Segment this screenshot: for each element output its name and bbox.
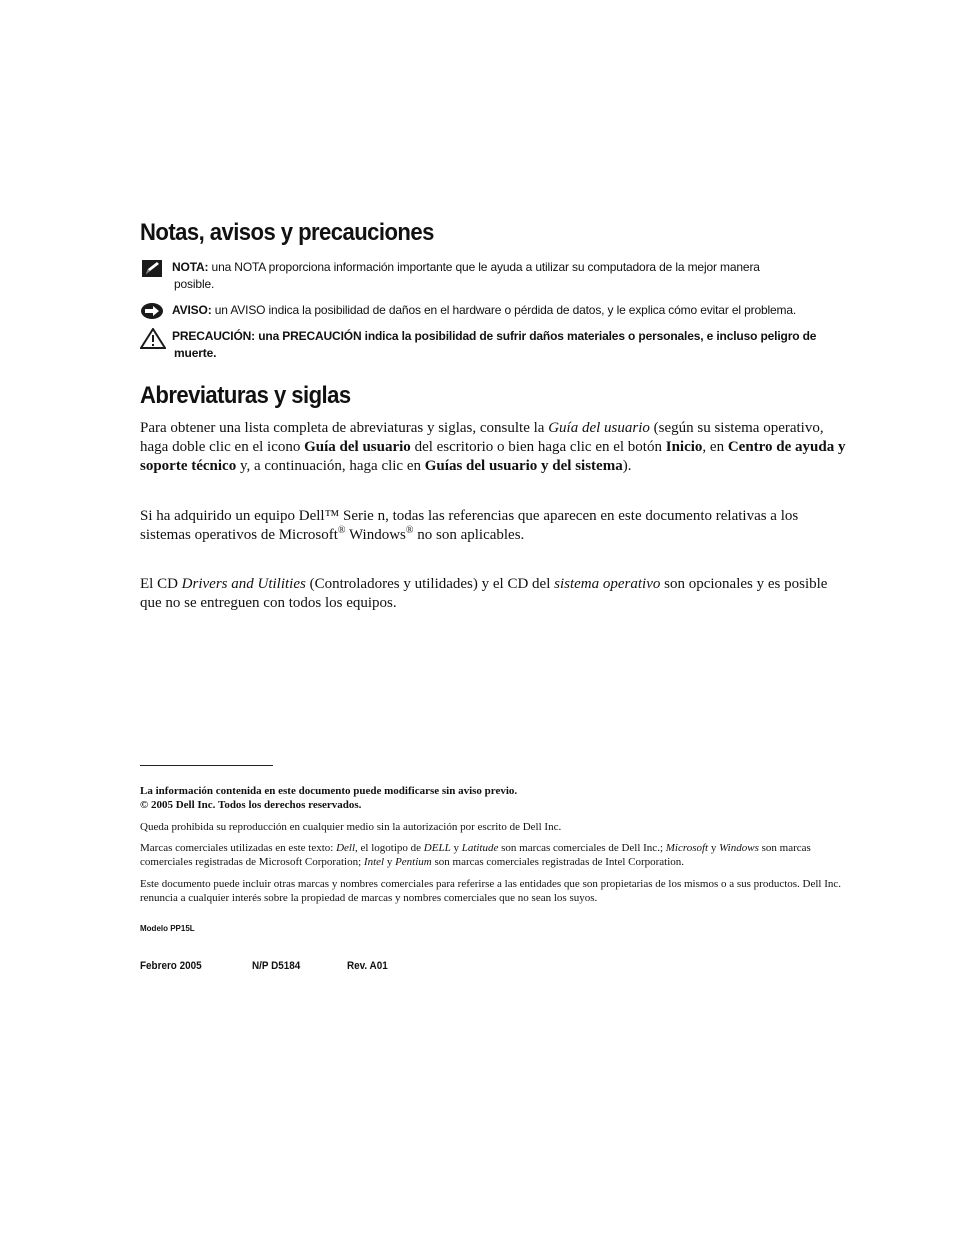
note-label: NOTA: xyxy=(172,260,209,274)
note-block xyxy=(140,259,852,293)
section-title-notas: Notas, avisos y precauciones xyxy=(140,219,434,246)
caution-block xyxy=(140,328,852,362)
caution-text-cont: muerte. xyxy=(174,346,217,360)
revision: Rev. A01 xyxy=(347,960,388,972)
model-number: Modelo PP15L xyxy=(140,924,195,933)
caution-label: PRECAUCIÓN: xyxy=(172,329,256,343)
legal-notice: La información contenida en este documento puede modificarse sin aviso previo. © 2005 Dell Inc. Todos los derechos reservados. xyxy=(140,785,518,811)
paragraph-dell-n-series: Si ha adquirido un equipo Dell™ Serie n, todas las referencias que aparecen en este documento relativas a los sistemas operativos de Microsoft® Windows® no son aplicables. xyxy=(140,508,799,543)
note-text: una NOTA proporciona información importante que le ayuda a utilizar su computadora de la mejor manera xyxy=(211,260,760,274)
other-trademarks-notice: Este documento puede incluir otras marcas y nombres comerciales para referirse a las entidades que son propietarias de los mismos o a sus productos. Dell Inc. renuncia a cualquier interés sobre la propiedad de marcas y nombres comerciales que no sean los suyos. xyxy=(140,878,842,904)
caution-text: una PRECAUCIÓN indica la posibilidad de sufrir daños materiales o personales, e incluso peligro de xyxy=(258,329,817,343)
notice-label: AVISO: xyxy=(172,303,212,317)
footnote-divider xyxy=(140,765,273,766)
paragraph-abbreviations: Para obtener una lista completa de abreviaturas y siglas, consulte la Guía del usuario (según su sistema operativo, haga doble clic en el icono Guía del usuario del escritorio o bien haga clic en el botón Inicio, en Centro de ayuda y soporte técnico y, a continuación, haga clic en Guías del usuario y del sistema). xyxy=(140,420,846,474)
caution-triangle-icon xyxy=(140,328,164,348)
note-text-cont: posible. xyxy=(174,277,215,291)
pencil-note-icon xyxy=(140,259,164,279)
publication-date: Febrero 2005 xyxy=(140,960,202,972)
notice-arrow-icon xyxy=(140,302,164,322)
trademarks-notice: Marcas comerciales utilizadas en este texto: Dell, el logotipo de DELL y Latitude son marcas comerciales de Dell Inc.; Microsoft y Windows son marcas comerciales registradas de Microsoft Corporation; Intel y Pentium son marcas comerciales registradas de Intel Corporation. xyxy=(140,842,811,868)
paragraph-optional-cds: El CD Drivers and Utilities (Controladores y utilidades) y el CD del sistema operativo son opcionales y es posible que no se entreguen con todos los equipos. xyxy=(140,576,828,611)
reproduction-notice: Queda prohibida su reproducción en cualquier medio sin la autorización por escrito de Dell Inc. xyxy=(140,821,562,833)
section-title-abreviaturas: Abreviaturas y siglas xyxy=(140,382,351,409)
notice-block xyxy=(140,302,852,319)
part-number: N/P D5184 xyxy=(252,960,301,972)
notice-text: un AVISO indica la posibilidad de daños en el hardware o pérdida de datos, y le explica cómo evitar el problema. xyxy=(214,303,797,317)
